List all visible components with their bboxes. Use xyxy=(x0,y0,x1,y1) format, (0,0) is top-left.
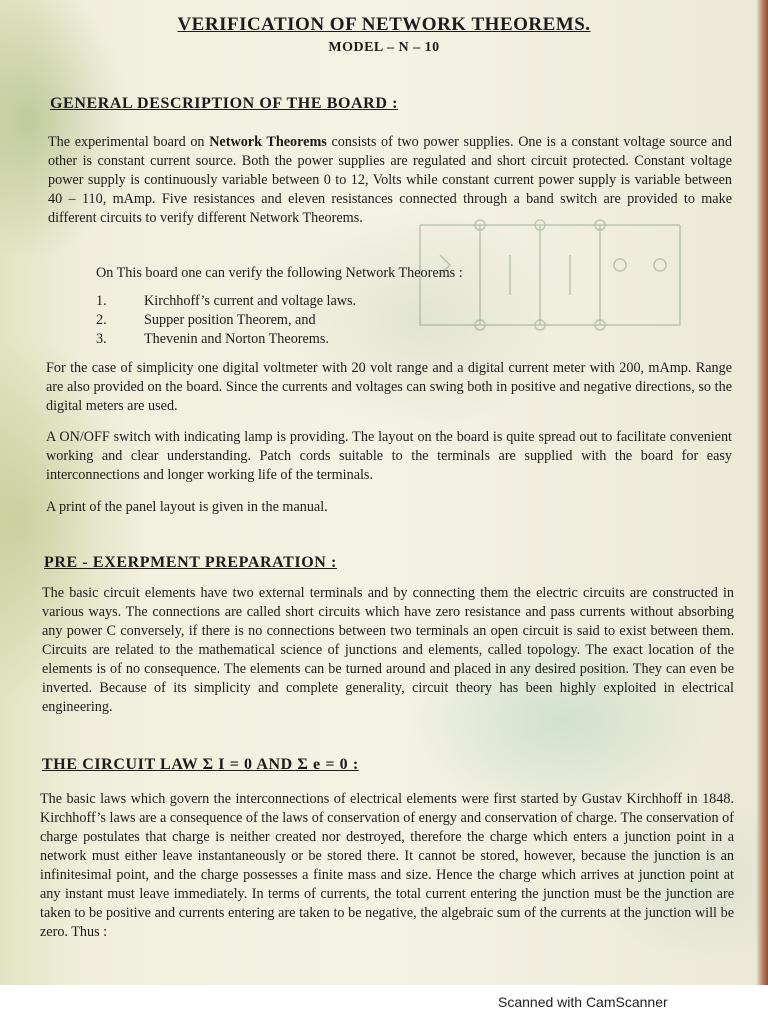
section-heading-pre-experiment: PRE - EXERPMENT PREPARATION : xyxy=(44,554,337,571)
general-paragraph-4: A print of the panel layout is given in the manual. xyxy=(46,499,328,515)
circuit-law-paragraph: The basic laws which govern the interconnections of electrical elements were first started by Gustav Kirchhoff in 1848. Kirchhoff’s laws are a consequence of the laws of conservation of energy and conservation of charge. The conservation of charge postulates that charge is neither created nor destroyed, therefore the charge which enters a junction point in a network must either leave instantaneously or be stored there. It cannot be stored, however, because the junction is an infinitesimal point, and the charge possesses a finite mass and size. Hence the charge which arrives at junction point at any instant must leave immediately. In terms of currents, the total current entering the junction must be the junction are taken to be positive and currents entering are taken to be negative, the algebraic sum of the currents at the junction will be zero. Thus : xyxy=(40,791,734,940)
general-paragraph-1 xyxy=(48,133,732,228)
section-heading-circuit-law: THE CIRCUIT LAW Σ I = 0 AND Σ e = 0 : xyxy=(42,756,359,773)
general-paragraph-3: A ON/OFF switch with indicating lamp is providing. The layout on the board is quite spread out to facilitate convenient working and clear understanding. Patch cords suitable to the terminals are supplied with the board for easy interconnections and longer working life of the terminals. xyxy=(46,429,732,483)
page-edge-binding xyxy=(756,0,768,985)
document-title: VERIFICATION OF NETWORK THEOREMS. xyxy=(177,14,591,35)
list-item-text: Supper position Theorem, and xyxy=(144,312,316,328)
network-theorems-bold: Network Theorems xyxy=(209,134,327,150)
general-paragraph-1-lead: The experimental board on xyxy=(48,134,210,150)
list-item-number: 2. xyxy=(96,312,107,328)
list-intro: On This board one can verify the following Network Theorems : xyxy=(96,265,463,281)
list-item-number: 3. xyxy=(96,331,107,347)
list-item xyxy=(96,311,316,330)
list-item xyxy=(96,292,356,311)
list-item-number: 1. xyxy=(96,293,107,309)
scanner-watermark: Scanned with CamScanner xyxy=(498,994,668,1010)
model-number: MODEL – N – 10 xyxy=(328,40,440,55)
list-item-text: Kirchhoff’s current and voltage laws. xyxy=(144,293,357,309)
pre-experiment-paragraph: The basic circuit elements have two external terminals and by connecting them the electric circuits are constructed in various ways. The connections are called short circuits which have zero resistance and pass currents without absorbing any power C conversely, if there is no connections between two terminals an open circuit is said to exist between them. Circuits are related to the mathematical science of junctions and elements, called topology. The exact location of the elements is of no consequence. The elements can be turned around and placed in any desired position. They can even be inverted. Because of its simplicity and complete generality, circuit theory has been highly exploited in electrical engineering. xyxy=(42,585,734,715)
section-heading-general: GENERAL DESCRIPTION OF THE BOARD : xyxy=(50,95,399,112)
general-paragraph-1-rest: consists of two power supplies. One is a constant voltage source and other is constant current source. Both the power supplies are regulated and short circuit protected. Constant voltage power supply is continuously variable between 0 to 12, Volts while constant current power supply is variable between 40 – 110, mAmp. Five resistances and eleven resistances connected through a band switch are provided to make different circuits to verify different Network Theorems. xyxy=(48,134,732,226)
list-item xyxy=(96,330,329,349)
general-paragraph-2: For the case of simplicity one digital voltmeter with 20 volt range and a digital current meter with 200, mAmp. Range are also provided on the board. Since the currents and voltages can swing both in positive and negative directions, so the digital meters are used. xyxy=(46,360,732,414)
list-item-text: Thevenin and Norton Theorems. xyxy=(144,331,329,347)
